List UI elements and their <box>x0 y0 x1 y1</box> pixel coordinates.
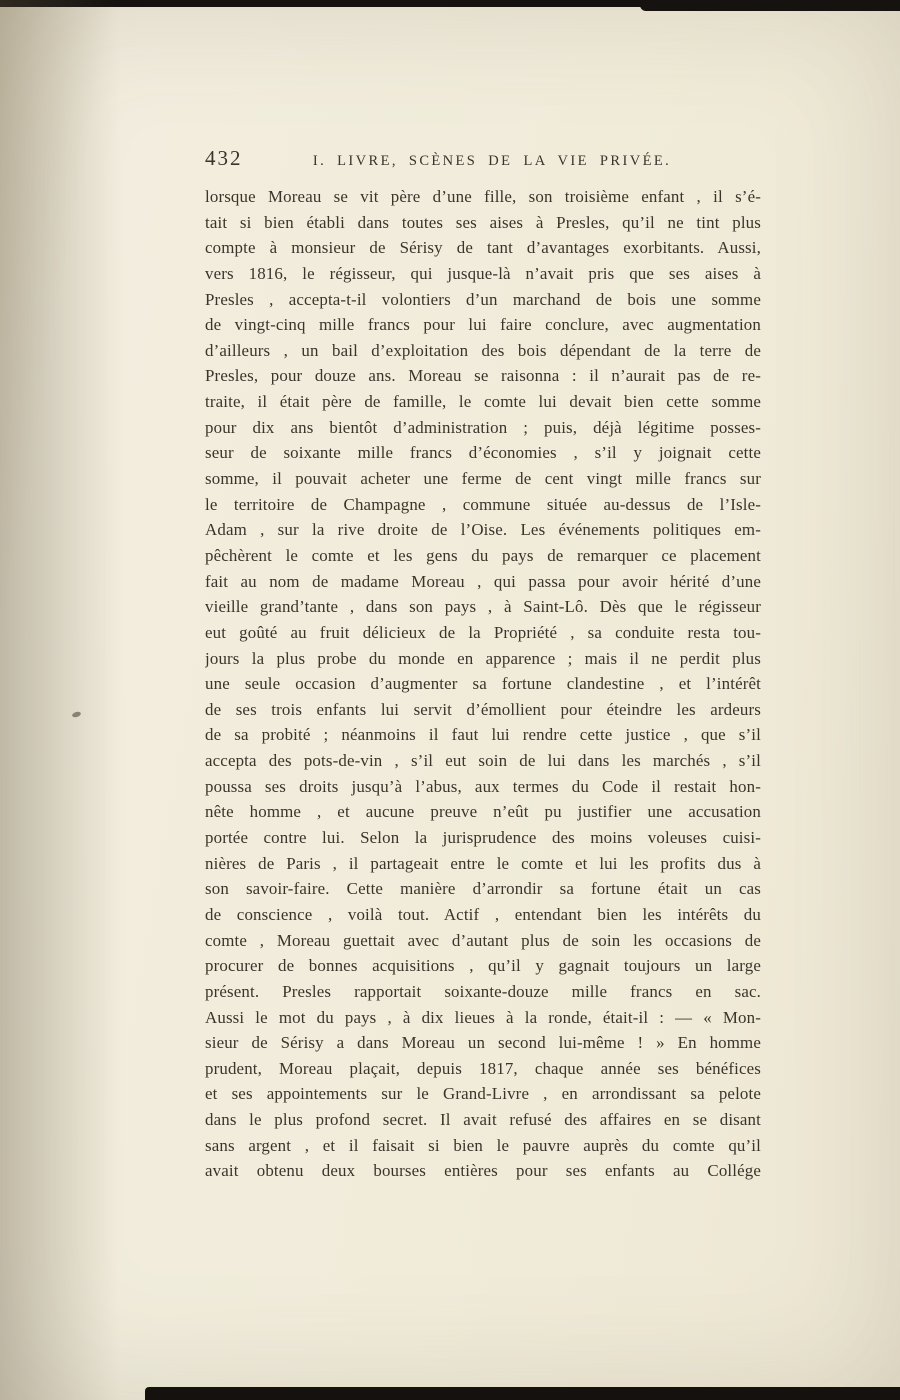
scan-artifact <box>71 711 81 719</box>
text-line: lorsque Moreau se vit père d’une fille, son troisième enfant , il s’é- <box>205 187 761 206</box>
text-line: pour dix ans bientôt d’administration ; puis, déjà légitime posses- <box>205 417 761 437</box>
text-line: de ses trois enfants lui servit d’émollient pour éteindre les ardeurs <box>205 699 761 719</box>
text-line: dans le plus profond secret. Il avait refusé des affaires en se disant <box>205 1110 761 1130</box>
text-line: traite, il était père de famille, le comte lui devait bien cette somme <box>205 392 761 412</box>
page-number: 432 <box>205 146 243 170</box>
text-line: de sa probité ; néanmoins il faut lui rendre cette justice , que s’il <box>205 725 761 745</box>
text-line: son savoir-faire. Cette manière d’arrondir sa fortune était un cas <box>205 879 761 899</box>
text-line: le territoire de Champagne , commune située au-dessus de l’Isle- <box>205 494 761 514</box>
text-line: vers 1816, le régisseur, qui jusque-là n’avait pris que ses aises à <box>205 263 761 283</box>
page-header <box>205 146 761 171</box>
text-line: Adam , sur la rive droite de l’Oise. Les événements politiques em- <box>205 520 761 540</box>
text-line: comte , Moreau guettait avec d’autant plus de soin les occasions de <box>205 930 761 950</box>
text-line: seur de soixante mille francs d’économies , s’il y joignait cette <box>205 443 761 463</box>
text-line: eut goûté au fruit délicieux de la Propriété , sa conduite resta tou- <box>205 622 761 642</box>
text-line: de vingt-cinq mille francs pour lui faire conclure, avec augmentation <box>205 315 761 335</box>
text-line: d’ailleurs , un bail d’exploitation des bois dépendant de la terre de <box>205 340 761 360</box>
text-line: et ses appointements sur le Grand-Livre , en arrondissant sa pelote <box>205 1084 761 1104</box>
text-line: présent. Presles rapportait soixante-douze mille francs en sac. <box>205 981 761 1001</box>
running-title: I. LIVRE, SCÈNES DE LA VIE PRIVÉE. <box>312 153 672 169</box>
text-line: tait si bien établi dans toutes ses aises à Presles, qu’il ne tint plus <box>205 212 761 232</box>
text-line: portée contre lui. Selon la jurisprudence des moins voleuses cuisi- <box>205 828 761 848</box>
scan-edge-top-right <box>640 0 900 11</box>
text-line: poussa ses droits jusqu’à l’abus, aux termes du Code il restait hon- <box>205 776 761 796</box>
text-line: procurer de bonnes acquisitions , qu’il y gagnait toujours un large <box>205 956 761 976</box>
text-line: somme, il pouvait acheter une ferme de cent vingt mille francs sur <box>205 469 761 489</box>
text-line: Aussi le mot du pays , à dix lieues à la ronde, était-il : — « Mon- <box>205 1007 761 1027</box>
text-line: pêchèrent le comte et les gens du pays de remarquer ce placement <box>205 545 761 565</box>
text-line: Presles , accepta-t-il volontiers d’un marchand de bois une somme <box>205 289 761 309</box>
text-line: nières de Paris , il partageait entre le comte et lui les profits dus à <box>205 853 761 873</box>
text-line: jours la plus probe du monde en apparence ; mais il ne perdit plus <box>205 648 761 668</box>
text-line: sieur de Sérisy a dans Moreau un second lui-même ! » En homme <box>205 1033 761 1053</box>
text-line: Presles, pour douze ans. Moreau se raisonna : il n’aurait pas de re- <box>205 366 761 386</box>
text-line: avait obtenu deux bourses entières pour ses enfants au Collége <box>205 1161 761 1181</box>
text-line: accepta des pots-de-vin , s’il eut soin de lui dans les marchés , s’il <box>205 751 761 771</box>
text-line: nête homme , et aucune preuve n’eût pu justifier une accusation <box>205 802 761 822</box>
text-line: une seule occasion d’augmenter sa fortune clandestine , et l’intérêt <box>205 674 761 694</box>
text-line: de conscience , voilà tout. Actif , entendant bien les intérêts du <box>205 904 761 924</box>
scan-edge-bottom <box>145 1387 900 1400</box>
text-line: compte à monsieur de Sérisy de tant d’avantages exorbitants. Aussi, <box>205 238 761 258</box>
page-gutter-shadow <box>0 0 120 1400</box>
text-line: vieille grand’tante , dans son pays , à Saint-Lô. Dès que le régisseur <box>205 597 761 617</box>
text-line: sans argent , et il faisait si bien le pauvre auprès du comte qu’il <box>205 1135 761 1155</box>
page-text-block <box>205 184 761 1184</box>
text-line: fait au nom de madame Moreau , qui passa pour avoir hérité d’une <box>205 571 761 591</box>
text-line: prudent, Moreau plaçait, depuis 1817, chaque année ses bénéfices <box>205 1058 761 1078</box>
